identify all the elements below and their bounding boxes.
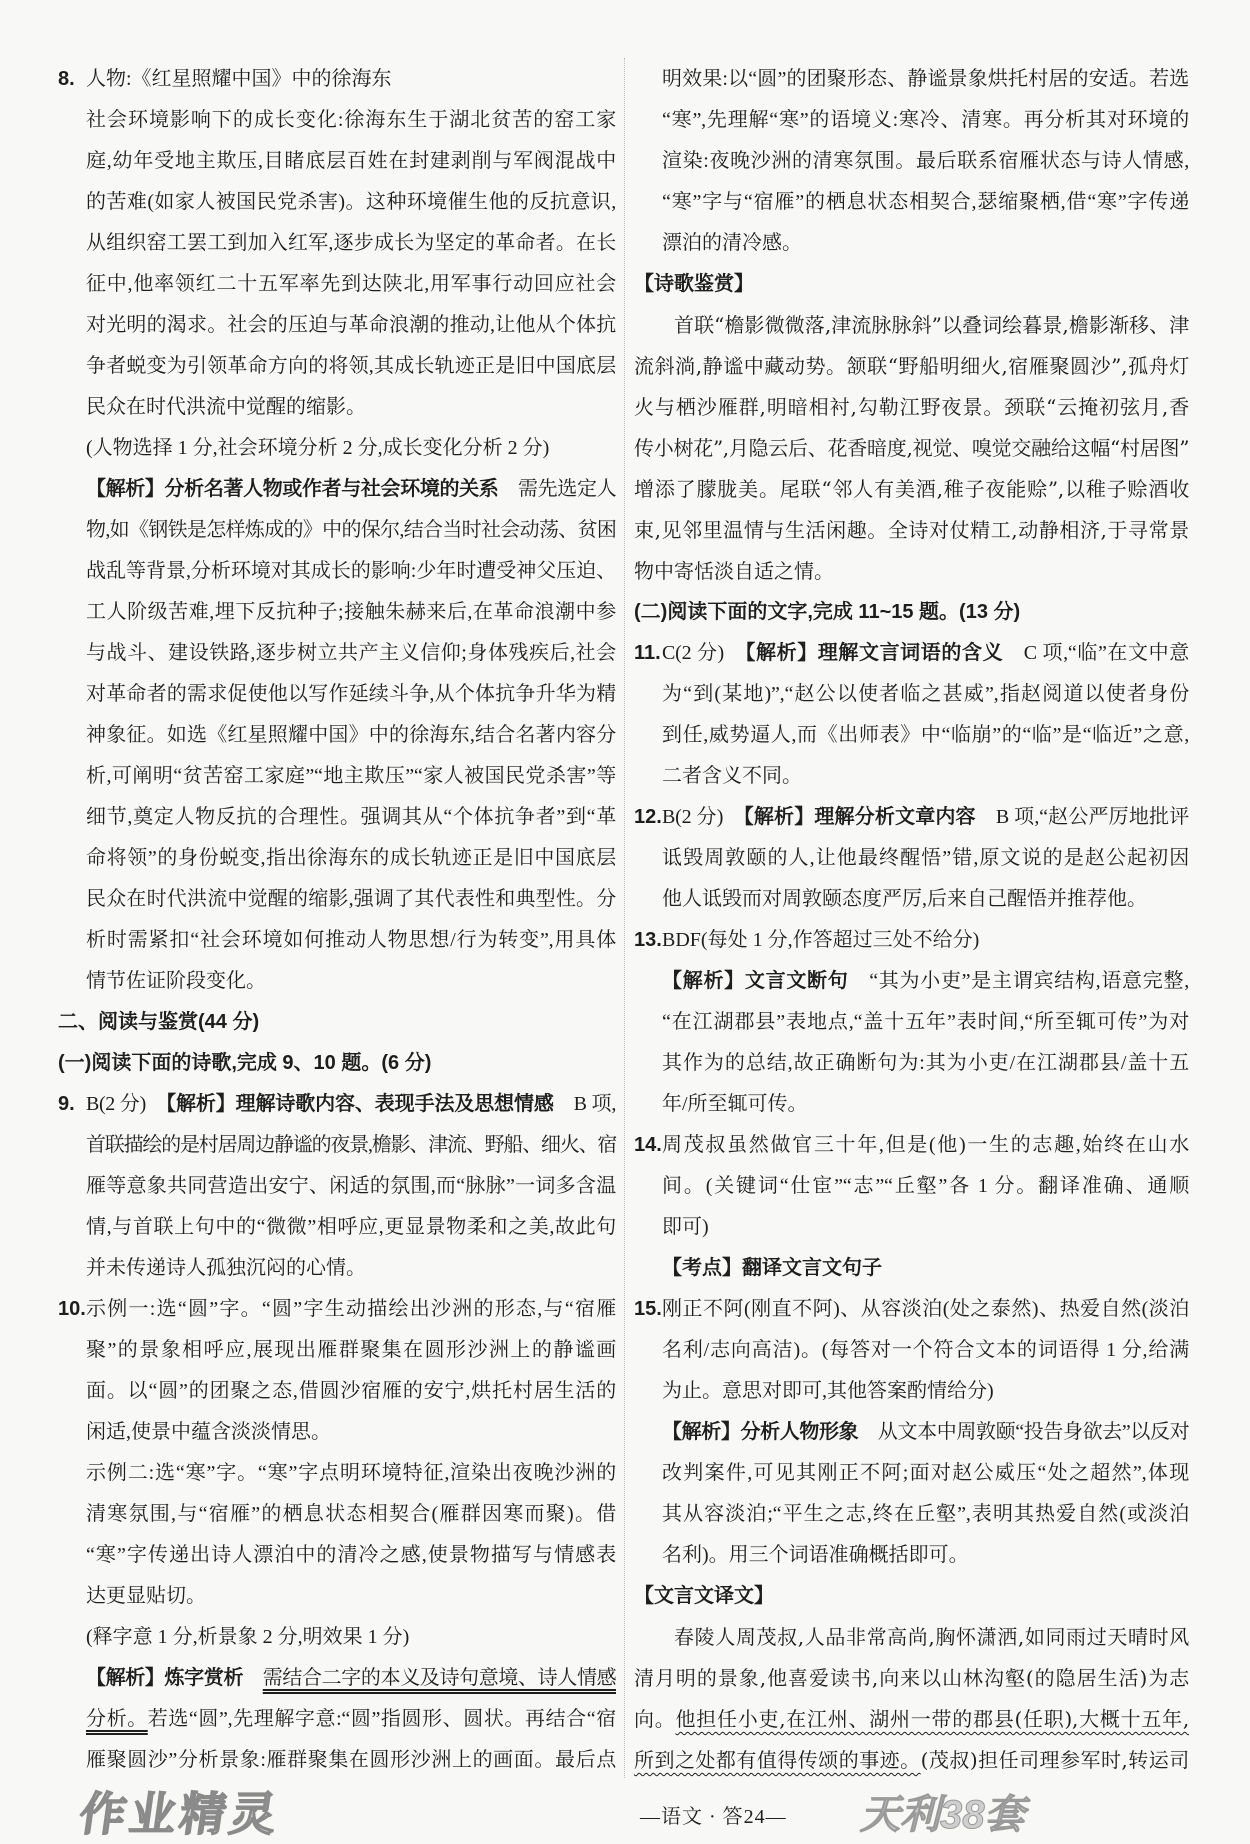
line-text: 渲染:夜晚沙洲的清寒氛围。最后联系宿雁状态与诗人情感, <box>662 150 1189 172</box>
line-text: 束,见邻里温情与生活闲趣。全诗对仗精工,动静相济,于寻常景 <box>634 518 1189 542</box>
line-text: 明效果:以“圆”的团聚形态、静谧景象烘托村居的安适。若选 <box>662 68 1189 90</box>
item-number: 10. <box>58 1298 86 1320</box>
line-text: 【文言文译文】 <box>634 1585 774 1607</box>
line-text: 析,可阐明“贫苦窑工家庭”“地主欺压”“家人被国民党杀害”等 <box>86 765 616 787</box>
text-line <box>58 1330 616 1371</box>
line-text: 情节佐证阶段变化。 <box>86 970 266 992</box>
text-line <box>634 961 1189 1002</box>
line-text: 庭,幼年受地主欺压,目睹底层百姓在封建剥削与军阀混战中 <box>86 150 616 172</box>
line-text: 析时需紧扣“社会环境如何推动人物思想/行为转变”,用具体 <box>86 929 616 951</box>
line-text: 示例一:选“圆”字。“圆”字生动描绘出沙洲的形态,与“宿雁 <box>86 1298 616 1320</box>
text-line <box>58 1371 616 1412</box>
line-text: 对革命者的需求促使他以写作延续斗争,从个体抗争升华为精 <box>86 683 616 705</box>
text-line <box>634 674 1189 715</box>
item-number: 15. <box>634 1298 662 1320</box>
section-heading <box>634 1576 1189 1617</box>
text-line <box>634 1371 1189 1412</box>
text-line <box>634 223 1189 264</box>
text-line <box>58 1289 616 1330</box>
underlined-text: 他担任小吏,在江州、湖州一带的郡县(任职),大概十五年, <box>675 1707 1189 1731</box>
text-line <box>58 141 616 182</box>
text-line <box>58 346 616 387</box>
text-line <box>634 592 1189 633</box>
item-number: 11. <box>634 642 661 664</box>
text-line <box>58 1535 616 1576</box>
line-text: (人物选择 1 分,社会环境分析 2 分,成长变化分析 2 分) <box>86 437 550 459</box>
text-line <box>634 879 1189 920</box>
text-line <box>634 1699 1189 1740</box>
bold-label: 【解析】理解诗歌内容、表现手法及思想情感 <box>166 1093 554 1115</box>
item-number: 8. <box>58 68 75 90</box>
bold-label: 【解析】分析名著人物或作者与社会环境的关系 <box>86 478 499 500</box>
paragraph <box>58 1453 616 1617</box>
text-line <box>58 182 616 223</box>
line-text: 达更显贴切。 <box>86 1585 206 1607</box>
bold-label: 【解析】文言文断句 <box>662 970 849 992</box>
page-footer: —语文 · 答24— <box>640 1806 787 1828</box>
text-line <box>634 428 1189 469</box>
paragraph <box>58 1617 616 1658</box>
line-text: 改判案件,可见其刚正不阿;面对赵公威压“处之超然”,体现 <box>662 1462 1189 1484</box>
line-text: “寒”,先理解“寒”的语境义:寒冷、清寒。再分析其对环境的 <box>662 109 1189 131</box>
bold-label: 【考点】翻译文言文句子 <box>662 1257 882 1279</box>
line-text <box>243 1667 263 1689</box>
text-line <box>58 264 616 305</box>
line-text: 民众在时代洪流中觉醒的缩影。 <box>86 396 366 418</box>
section-heading <box>58 1002 616 1043</box>
text-line <box>634 715 1189 756</box>
text-line <box>58 1617 616 1658</box>
line-text: 从组织窑工罢工到加入红军,逐步成长为坚定的革命者。在长 <box>86 232 616 254</box>
text-line <box>634 100 1189 141</box>
underlined-text: 需结合二字的本义及诗句意境、诗人情感 <box>262 1667 616 1689</box>
text-line <box>58 428 616 469</box>
line-text: 向。 <box>634 1707 676 1731</box>
text-line <box>58 838 616 879</box>
line-text: 争者蜕变为引领革命方向的将领,其成长轨迹正是旧中国底层 <box>86 355 616 377</box>
column-divider <box>624 58 625 1778</box>
line-text: (茂叔)担任司理参军时,转运司 <box>920 1748 1189 1772</box>
text-line <box>58 715 616 756</box>
text-line <box>634 1207 1189 1248</box>
text-line <box>634 182 1189 223</box>
line-text: B(2 分) <box>86 1093 167 1115</box>
line-text: 首联“檐影微微落,津流脉脉斜”以叠词绘暮景,檐影渐移、津 <box>674 313 1189 337</box>
line-text: 到任,威势逼人,而《出师表》中“临崩”的“临”是“临近”之意, <box>662 724 1189 746</box>
line-text: 并未传递诗人孤独沉闷的心情。 <box>86 1257 366 1279</box>
text-line <box>58 879 616 920</box>
answer-item <box>634 920 1189 961</box>
text-line <box>58 1084 616 1125</box>
bold-label: 【解析】分析人物形象 <box>662 1421 859 1443</box>
text-line <box>634 1002 1189 1043</box>
text-line <box>58 510 616 551</box>
paragraph <box>58 469 616 1002</box>
line-text: 间。(关键词“仕宦”“志”“丘壑”各 1 分。翻译准确、通顺 <box>662 1175 1189 1197</box>
text-line <box>634 1289 1189 1330</box>
line-text: 神象征。如选《红星照耀中国》中的徐海东,结合名著内容分 <box>86 724 616 746</box>
text-line <box>634 1125 1189 1166</box>
paragraph <box>634 1412 1189 1576</box>
text-line <box>58 551 616 592</box>
text-line <box>58 387 616 428</box>
paragraph <box>58 428 616 469</box>
line-text: 示例二:选“寒”字。“寒”字点明环境特征,渲染出夜晚沙洲的 <box>86 1462 616 1484</box>
text-line <box>634 1248 1189 1289</box>
line-text: (一)阅读下面的诗歌,完成 9、10 题。(6 分) <box>58 1052 432 1074</box>
text-line <box>634 1084 1189 1125</box>
answer-item <box>634 797 1189 920</box>
line-text: 民众在时代洪流中觉醒的缩影,强调了其代表性和典型性。分 <box>86 888 616 910</box>
text-line <box>58 1453 616 1494</box>
paragraph <box>634 1617 1189 1781</box>
text-line <box>58 1002 616 1043</box>
brand-watermark: 天利38套 <box>860 1793 1025 1837</box>
line-text: 的苦难(如家人被国民党杀害)。这种环境催生他的反抗意识, <box>86 191 616 213</box>
answer-item <box>58 1289 616 1453</box>
section-heading <box>634 264 1189 305</box>
right-column <box>634 59 1189 1781</box>
line-text: 细节,奠定人物反抗的合理性。强调其从“个体抗争者”到“革 <box>86 806 616 828</box>
item-number: 14. <box>634 1134 662 1156</box>
item-number: 9. <box>58 1093 75 1115</box>
text-line <box>58 1576 616 1617</box>
paragraph <box>634 961 1189 1125</box>
line-text: 工人阶级苦难,埋下反抗种子;接触朱赫来后,在革命浪潮中参 <box>86 601 616 623</box>
line-text: 即可) <box>662 1216 709 1238</box>
line-text: 他人诋毁而对周敦颐态度严厉,后来自己醒悟并推荐他。 <box>662 888 1147 910</box>
text-line <box>634 1043 1189 1084</box>
left-column <box>58 59 616 1781</box>
answer-item <box>58 59 616 100</box>
text-line <box>58 1740 616 1781</box>
paragraph <box>634 59 1189 264</box>
answer-item <box>634 633 1189 797</box>
line-text: 战乱等背景,分析环境对其成长的影响:少年时遭受神父压迫、 <box>86 560 616 582</box>
paragraph <box>634 1248 1189 1289</box>
text-line <box>634 1330 1189 1371</box>
text-line <box>58 633 616 674</box>
text-line <box>634 1740 1189 1781</box>
line-text: 为止。意思对即可,其他答案酌情给分) <box>662 1380 994 1402</box>
text-line <box>58 1125 616 1166</box>
line-text: BDF(每处 1 分,作答超过三处不给分) <box>662 929 980 951</box>
text-line <box>58 100 616 141</box>
text-line <box>58 1699 616 1740</box>
paragraph <box>58 100 616 428</box>
text-line <box>58 920 616 961</box>
text-line <box>634 387 1189 428</box>
text-line <box>634 1617 1189 1658</box>
line-text: 首联描绘的是村居周边静谧的夜景,檐影、津流、野船、细火、宿 <box>86 1134 616 1156</box>
line-text: 雁等意象共同营造出安宁、闲适的氛围,而“脉脉”一词多含温 <box>86 1175 616 1197</box>
line-text: 面。以“圆”的团聚之态,借圆沙宿雁的安宁,烘托村居生活的 <box>86 1380 616 1402</box>
item-number: 12. <box>634 806 662 828</box>
section-heading <box>634 592 1189 633</box>
text-line <box>634 797 1189 838</box>
line-text: 清寒氛围,与“宿雁”的栖息状态相契合(雁群因寒而聚)。借 <box>86 1503 616 1525</box>
text-line <box>634 1166 1189 1207</box>
line-text: C 项,“临”在文中意 <box>1003 642 1189 664</box>
line-text: “寒”字传递出诗人漂泊中的清冷之感,使景物描写与情感表 <box>86 1544 616 1566</box>
text-line <box>58 1207 616 1248</box>
line-text: 闲适,使景中蕴含淡淡情思。 <box>86 1421 331 1443</box>
line-text: “寒”字与“宿雁”的栖息状态相契合,瑟缩聚栖,借“寒”字传递 <box>662 191 1189 213</box>
text-line <box>58 1043 616 1084</box>
text-line <box>634 264 1189 305</box>
text-line <box>634 920 1189 961</box>
text-line <box>58 1494 616 1535</box>
text-line <box>634 551 1189 592</box>
paragraph <box>58 1658 616 1781</box>
bold-label: 【解析】炼字赏析 <box>86 1667 244 1689</box>
text-line <box>58 961 616 1002</box>
text-line <box>58 223 616 264</box>
line-text: 为“到(某地)”,“赵公以使者临之甚威”,指赵阅道以使者身份 <box>662 683 1189 705</box>
line-text: 火与栖沙雁群,明暗相衬,勾勒江野夜景。颈联“云掩初弦月,香 <box>634 395 1189 419</box>
line-text: 从文本中周敦颐“投告身欲去”以反对 <box>858 1421 1189 1443</box>
line-text: 传小树花”,月隐云后、花香暗度,视觉、嗅觉交融给这幅“村居图” <box>634 436 1189 460</box>
text-line <box>58 305 616 346</box>
text-line <box>58 1658 616 1699</box>
line-text: B(2 分) <box>662 806 744 828</box>
line-text: 漂泊的清冷感。 <box>662 232 802 254</box>
line-text: 雁聚圆沙”分析景象:雁群聚集在圆形沙洲上的画面。最后点 <box>86 1749 616 1771</box>
answer-item <box>634 1125 1189 1248</box>
text-line <box>58 1412 616 1453</box>
underlined-text: 所到之处都有值得传颂的事迹。 <box>634 1748 921 1772</box>
line-text: “其为小吏”是主谓宾结构,语意完整, <box>848 970 1189 992</box>
text-line <box>58 469 616 510</box>
text-line <box>58 1248 616 1289</box>
text-line <box>634 1494 1189 1535</box>
line-text: 增添了朦胧美。尾联“邻人有美酒,稚子夜能赊”,以稚子赊酒收 <box>634 477 1189 501</box>
line-text: 与战斗、建设铁路,逐步树立共产主义信仰;身体残疾后,社会 <box>86 642 616 664</box>
line-text: 若选“圆”,先理解字意:“圆”指圆形、圆状。再结合“宿 <box>147 1708 616 1730</box>
text-line <box>634 59 1189 100</box>
line-text: 流斜淌,静谧中藏动势。颔联“野船明细火,宿雁聚圆沙”,孤舟灯 <box>634 354 1189 378</box>
text-line <box>58 674 616 715</box>
line-text: 刚正不阿(刚直不阿)、从容淡泊(处之泰然)、热爱自然(淡泊 <box>662 1298 1189 1320</box>
line-text: 【诗歌鉴赏】 <box>634 273 754 295</box>
line-text: 征中,他率领红二十五军率先到达陕北,用军事行动回应社会 <box>86 273 616 295</box>
text-line <box>634 838 1189 879</box>
text-line <box>634 469 1189 510</box>
text-line <box>634 305 1189 346</box>
item-number: 13. <box>634 929 662 951</box>
line-text: “在江湖郡县”表地点,“盖十五年”表时间,“所至辄可传”为对 <box>662 1011 1189 1033</box>
line-text: 物中寄恬淡自适之情。 <box>634 559 834 583</box>
line-text: (二)阅读下面的文字,完成 11~15 题。(13 分) <box>634 601 1021 623</box>
line-text: 名利/志向高洁)。(每答对一个符合文本的词语得 1 分,给满 <box>662 1339 1189 1361</box>
answer-item <box>58 1084 616 1289</box>
line-text: B 项, <box>553 1093 616 1115</box>
section-heading <box>58 1043 616 1084</box>
text-line <box>58 592 616 633</box>
line-text: 诋毁周敦颐的人,让他最终醒悟”错,原文说的是赵公起初因 <box>662 847 1189 869</box>
line-text: 对光明的渴求。社会的压迫与革命浪潮的推动,让他从个体抗 <box>86 314 616 336</box>
line-text: 社会环境影响下的成长变化:徐海东生于湖北贫苦的窑工家 <box>86 109 616 131</box>
bold-label: 【解析】理解分析文章内容 <box>743 806 976 828</box>
line-text: 二者含义不同。 <box>662 765 802 787</box>
line-text: (释字意 1 分,析景象 2 分,明效果 1 分) <box>86 1626 410 1648</box>
underlined-text: 分析。 <box>86 1708 148 1730</box>
text-line <box>634 141 1189 182</box>
text-line <box>58 1166 616 1207</box>
text-line <box>634 756 1189 797</box>
text-line <box>58 59 616 100</box>
text-line <box>634 1535 1189 1576</box>
line-text: C(2 分) <box>662 642 746 664</box>
line-text: 其从容淡泊;“平生之志,终在丘壑”,表明其热爱自然(或淡泊 <box>662 1503 1189 1525</box>
text-line <box>58 756 616 797</box>
paragraph <box>634 305 1189 592</box>
text-line <box>634 1412 1189 1453</box>
line-text: 年/所至辄可传。 <box>662 1093 808 1115</box>
line-text: 物,如《钢铁是怎样炼成的》中的保尔,结合当时社会动荡、贫困 <box>86 519 616 541</box>
line-text: 情,与首联上句中的“微微”相呼应,更显景物柔和之美,故此句 <box>86 1216 616 1238</box>
line-text: 聚”的景象相呼应,展现出雁群聚集在圆形沙洲上的静谧画 <box>86 1339 616 1361</box>
text-line <box>634 510 1189 551</box>
text-line <box>634 1576 1189 1617</box>
line-text: B 项,“赵公严厉地批评 <box>975 806 1189 828</box>
text-line <box>634 1453 1189 1494</box>
line-text: 名利)。用三个词语准确概括即可。 <box>662 1544 969 1566</box>
line-text: 周茂叔虽然做官三十年,但是(他)一生的志趣,始终在山水 <box>662 1134 1189 1156</box>
line-text: 命将领”的身份蜕变,指出徐海东的成长轨迹正是旧中国底层 <box>86 847 616 869</box>
text-line <box>634 346 1189 387</box>
line-text: 人物:《红星照耀中国》中的徐海东 <box>86 68 392 90</box>
text-line <box>634 1658 1189 1699</box>
text-line <box>634 633 1189 674</box>
line-text: 需先选定人 <box>498 478 616 500</box>
line-text: 春陵人周茂叔,人品非常高尚,胸怀潇洒,如同雨过天晴时风 <box>674 1625 1189 1649</box>
watermark: 作业精灵 <box>76 1788 284 1840</box>
bold-label: 【解析】理解文言词语的含义 <box>745 642 1004 664</box>
line-text: 其作为的总结,故正确断句为:其为小吏/在江湖郡县/盖十五 <box>662 1052 1189 1074</box>
answer-item <box>634 1289 1189 1412</box>
line-text: 清月明的景象,他喜爱读书,向来以山林沟壑(的隐居生活)为志 <box>634 1666 1189 1690</box>
line-text: 二、阅读与鉴赏(44 分) <box>58 1011 260 1033</box>
text-line <box>58 797 616 838</box>
